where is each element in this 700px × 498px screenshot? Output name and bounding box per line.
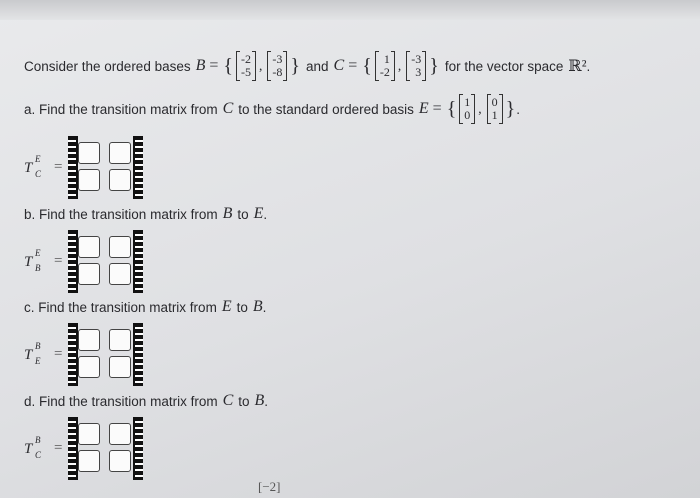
question-intro: Consider the ordered bases B = { -2 -5 , -3 -8 } and C = { 1 -2 , -3 3 } for the vector space ℝ² . bbox=[24, 52, 591, 79]
part-a-prompt: a. Find the transition matrix from C to the standard ordered basis E = { 1 0 , 0 1 } . bbox=[24, 95, 521, 122]
matrix-label-a: T E C bbox=[24, 153, 42, 179]
matrix-a-cell-11[interactable] bbox=[78, 142, 100, 164]
part-b-prompt: b. Find the transition matrix from B to E . bbox=[24, 205, 268, 222]
basis-c-vector-1: 1 -2 bbox=[375, 52, 395, 80]
basis-e-vector-1: 1 0 bbox=[459, 95, 475, 123]
space-text: for the vector space bbox=[444, 58, 564, 74]
matrix-c-cell-12[interactable] bbox=[109, 329, 131, 351]
basis-c-symbol: C bbox=[333, 57, 345, 74]
matrix-d-cell-11[interactable] bbox=[78, 423, 100, 445]
matrix-c-cell-22[interactable] bbox=[109, 356, 131, 378]
part-b-answer: T E B = bbox=[24, 236, 143, 287]
basis-b-symbol: B bbox=[195, 57, 206, 74]
matrix-d-cell-22[interactable] bbox=[109, 450, 131, 472]
basis-c-vector-2: -3 3 bbox=[406, 52, 426, 80]
matrix-label-d: T B C bbox=[24, 434, 42, 460]
matrix-d-cell-12[interactable] bbox=[109, 423, 131, 445]
basis-e-vector-2: 0 1 bbox=[487, 95, 503, 123]
part-c-prompt: c. Find the transition matrix from E to B . bbox=[24, 298, 267, 315]
matrix-input-d bbox=[68, 423, 143, 474]
part-a-answer: T E C = bbox=[24, 142, 143, 193]
screen-top-edge bbox=[0, 0, 700, 20]
basis-b-vector-2: -3 -8 bbox=[267, 52, 287, 80]
matrix-d-cell-21[interactable] bbox=[78, 450, 100, 472]
matrix-input-b bbox=[68, 236, 143, 287]
space-symbol: ℝ² bbox=[568, 58, 587, 75]
matrix-label-b: T E B bbox=[24, 247, 41, 273]
intro-text: Consider the ordered bases bbox=[24, 58, 191, 74]
matrix-b-cell-11[interactable] bbox=[78, 236, 100, 258]
matrix-a-cell-12[interactable] bbox=[109, 142, 131, 164]
matrix-input-c bbox=[68, 329, 143, 380]
part-d-answer: T B C = bbox=[24, 423, 143, 474]
cutoff-text-fragment: [−2] bbox=[258, 479, 281, 494]
matrix-input-a bbox=[68, 142, 143, 193]
matrix-b-cell-12[interactable] bbox=[109, 236, 131, 258]
and-text: and bbox=[306, 58, 329, 74]
matrix-b-cell-22[interactable] bbox=[109, 263, 131, 285]
matrix-label-c: T B E bbox=[24, 340, 41, 366]
part-c-answer: T B E = bbox=[24, 329, 143, 380]
matrix-c-cell-21[interactable] bbox=[78, 356, 100, 378]
matrix-a-cell-21[interactable] bbox=[78, 169, 100, 191]
matrix-b-cell-21[interactable] bbox=[78, 263, 100, 285]
part-d-prompt: d. Find the transition matrix from C to B . bbox=[24, 392, 269, 409]
basis-b-vector-1: -2 -5 bbox=[236, 52, 256, 80]
matrix-a-cell-22[interactable] bbox=[109, 169, 131, 191]
matrix-c-cell-11[interactable] bbox=[78, 329, 100, 351]
